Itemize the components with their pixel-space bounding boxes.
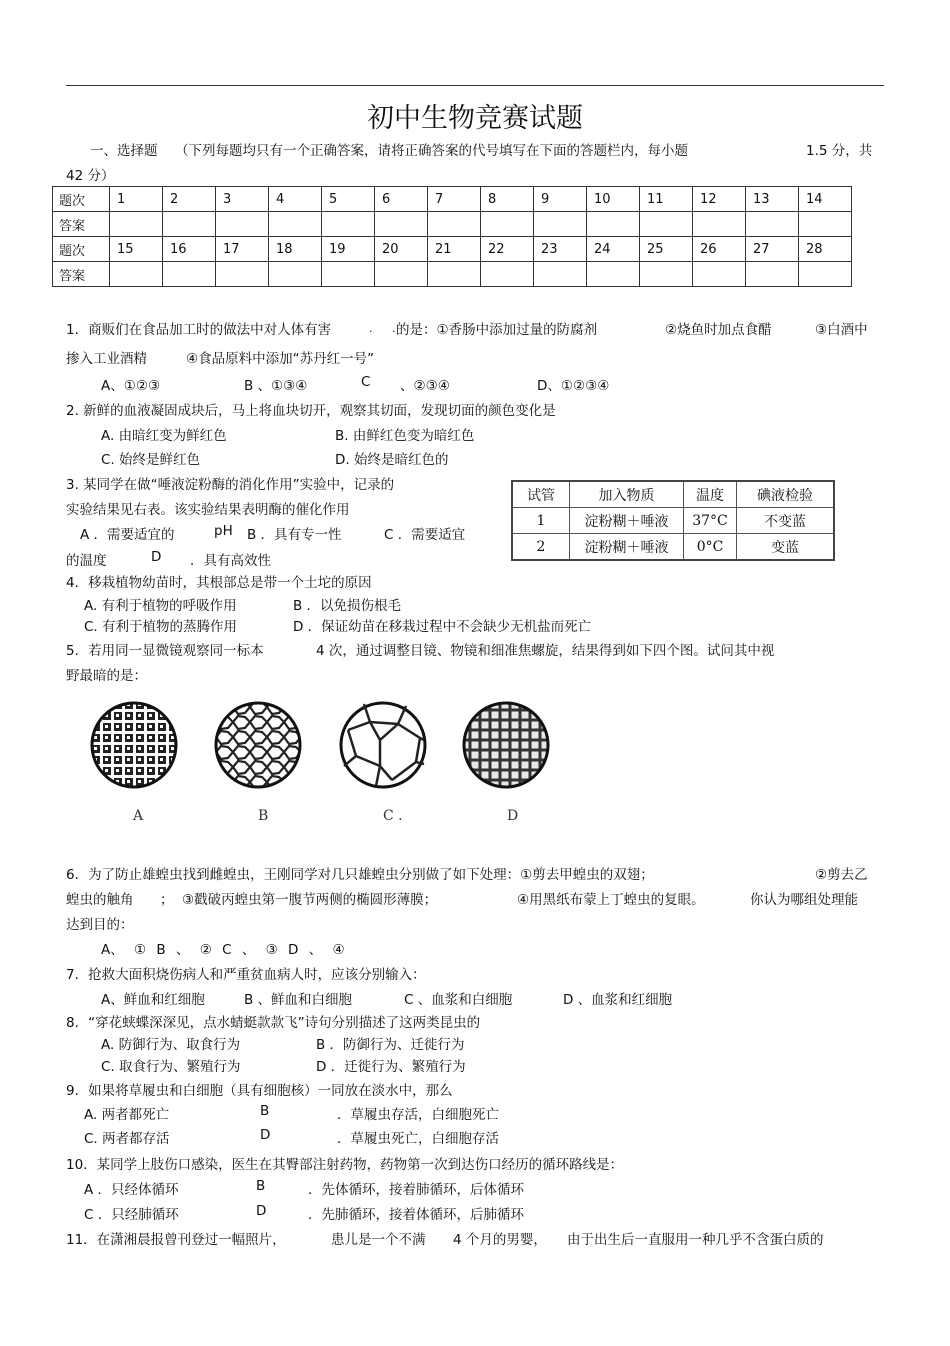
column-header: 碘液检验	[737, 481, 835, 508]
q1-item: ④食品原料中添加“苏丹红一号”	[186, 351, 375, 367]
q3-option-d: D	[151, 549, 162, 565]
q8-option-a: A. 防御行为、取食行为	[101, 1037, 241, 1053]
question-number: 9	[534, 187, 587, 212]
row-label: 题次	[53, 187, 110, 212]
q4-option-d: D ．保证幼苗在移栽过程中不会缺少无机盐而死亡	[293, 619, 592, 635]
q5-stem-cont: 4 次，通过调整目镜、物镜和细准焦螺旋，结果得到如下四个图。试问其中视	[316, 643, 775, 659]
q2-option-c: C. 始终是鲜红色	[101, 452, 201, 468]
answer-cell[interactable]	[587, 212, 640, 237]
answer-cell[interactable]	[587, 262, 640, 287]
section-heading: 一、选择题	[90, 143, 158, 159]
q9-option-b-text: ．草履虫存活，白细胞死亡	[337, 1107, 499, 1123]
question-number: 11	[640, 187, 693, 212]
answer-cell[interactable]	[640, 262, 693, 287]
q11-stem-part: 患儿是一个不满	[331, 1232, 426, 1248]
question-number: 14	[799, 187, 852, 212]
q9-option-d-text: ．草履虫死亡，白细胞存活	[337, 1131, 499, 1147]
table-cell: 淀粉糊＋唾液	[570, 534, 684, 561]
q10-option-d: D	[256, 1203, 267, 1219]
answer-cell[interactable]	[428, 212, 481, 237]
answer-cell[interactable]	[693, 212, 746, 237]
question-number: 24	[587, 237, 640, 262]
figure-caption-a: A	[133, 808, 144, 824]
q8-stem: 8．“穿花蛱蝶深深见，点水蜻蜓款款飞”诗句分别描述了这两类昆虫的	[66, 1015, 481, 1031]
answer-cell[interactable]	[375, 212, 428, 237]
question-number: 1	[110, 187, 163, 212]
table-cell: 1	[512, 508, 570, 534]
q4-option-b: B ．以免损伤根毛	[293, 598, 402, 614]
q6-options: A、 ① B 、 ② C 、 ③ D 、 ④	[101, 942, 345, 958]
question-number: 15	[110, 237, 163, 262]
q11-stem-part: 4 个月的男婴，	[453, 1232, 547, 1248]
q9-option-b: B	[260, 1103, 270, 1119]
answer-cell[interactable]	[216, 212, 269, 237]
answer-cell[interactable]	[693, 262, 746, 287]
table-cell: 0°C	[684, 534, 737, 561]
q9-option-a: A. 两者都死亡	[84, 1107, 170, 1123]
table-cell: 不变蓝	[737, 508, 835, 534]
question-number: 19	[322, 237, 375, 262]
q6-item: ②剪去乙	[815, 867, 868, 883]
answer-cell[interactable]	[481, 262, 534, 287]
top-rule	[66, 85, 884, 86]
column-header: 加入物质	[570, 481, 684, 508]
figure-caption-d: D	[507, 808, 519, 824]
question-number: 8	[481, 187, 534, 212]
question-number: 4	[269, 187, 322, 212]
q1-item: ②烧鱼时加点食醋	[665, 322, 772, 338]
q11-stem-part: 由于出生后一直服用一种几乎不含蛋白质的	[567, 1232, 824, 1248]
question-number: 17	[216, 237, 269, 262]
q1-option-a: A、①②③	[101, 378, 161, 394]
q8-option-c: C. 取食行为、繁殖行为	[101, 1059, 241, 1075]
q5-stem-line2: 野最暗的是：	[66, 668, 147, 684]
table-cell: 37°C	[684, 508, 737, 534]
question-number: 20	[375, 237, 428, 262]
column-header: 温度	[684, 481, 737, 508]
q2-stem: 2. 新鲜的血液凝固成块后，马上将血块切开，观察其切面，发现切面的颜色变化是	[66, 403, 556, 419]
answer-cell[interactable]	[110, 212, 163, 237]
q2-option-a: A. 由暗红变为鲜红色	[101, 428, 227, 444]
microscope-fields-figure	[80, 700, 550, 790]
question-number: 25	[640, 237, 693, 262]
q9-option-d: D	[260, 1127, 271, 1143]
q9-stem: 9．如果将草履虫和白细胞（具有细胞核）一同放在淡水中，那么	[66, 1083, 453, 1099]
answer-cell[interactable]	[481, 212, 534, 237]
q1-stem: 1．商贩们在食品加工时的做法中对人体有害	[66, 322, 332, 338]
question-number: 16	[163, 237, 216, 262]
q6-stem-line3: 达到目的：	[66, 917, 134, 933]
row-label: 答案	[53, 262, 110, 287]
section-score: 1.5 分，共	[806, 143, 873, 159]
q6-stem-line2: 蝗虫的触角	[66, 892, 134, 908]
question-number: 22	[481, 237, 534, 262]
q9-option-c: C. 两者都存活	[84, 1131, 170, 1147]
answer-table	[52, 186, 852, 287]
row-label: 题次	[53, 237, 110, 262]
question-number: 5	[322, 187, 375, 212]
q2-option-d: D. 始终是暗红色的	[335, 452, 449, 468]
figure-caption-c: C .	[383, 808, 403, 824]
answer-cell[interactable]	[216, 262, 269, 287]
column-header: 试管	[512, 481, 570, 508]
question-number: 7	[428, 187, 481, 212]
question-number: 18	[269, 237, 322, 262]
question-number: 27	[746, 237, 799, 262]
field-b-icon	[216, 703, 300, 787]
field-d-icon	[464, 703, 548, 787]
q3-option-a: A ．需要适宜的	[80, 527, 175, 543]
table-header-row	[512, 481, 834, 508]
q8-option-d: D ．迁徙行为、繁殖行为	[316, 1059, 466, 1075]
q6-item: ③戳破丙蝗虫第一腹节两侧的椭圆形薄膜；	[182, 892, 438, 908]
figure-caption-b: B	[258, 808, 269, 824]
answer-cell[interactable]	[534, 262, 587, 287]
q10-option-a: A ．只经体循环	[84, 1182, 179, 1198]
question-number: 23	[534, 237, 587, 262]
answer-cell[interactable]	[746, 262, 799, 287]
q11-stem: 11．在潇湘晨报曾刊登过一幅照片，	[66, 1232, 286, 1248]
answer-cell[interactable]	[799, 212, 852, 237]
q1-option-c-text: 、②③④	[400, 378, 450, 394]
answer-cell[interactable]	[534, 212, 587, 237]
table-cell: 变蓝	[737, 534, 835, 561]
q3-option-c-cont: 的温度	[66, 553, 107, 569]
answer-cell[interactable]	[322, 262, 375, 287]
q1-option-d: D、①②③④	[537, 378, 610, 394]
table-cell: 淀粉糊＋唾液	[570, 508, 684, 534]
section-instructions: （下列每题均只有一个正确答案，请将正确答案的代号填写在下面的答题栏内，每小题	[175, 143, 688, 159]
q4-option-c: C. 有利于植物的蒸腾作用	[84, 619, 238, 635]
question-number: 26	[693, 237, 746, 262]
q8-option-b: B ．防御行为、迁徙行为	[316, 1037, 465, 1053]
row-label: 答案	[53, 212, 110, 237]
question-number: 28	[799, 237, 852, 262]
page-title: 初中生物竞赛试题	[367, 103, 583, 134]
q6-item: ④用黑纸布蒙上丁蝗虫的复眼。	[517, 892, 705, 908]
answer-cell[interactable]	[163, 262, 216, 287]
answer-cell[interactable]	[640, 212, 693, 237]
q10-stem: 10．某同学上肢伤口感染，医生在其臀部注射药物，药物第一次到达伤口经历的循环路线是：	[66, 1157, 624, 1173]
q7-stem: 7．抢救大面积烧伤病人和严重贫血病人时，应该分别输入：	[66, 967, 426, 983]
question-number: 3	[216, 187, 269, 212]
table-row	[512, 534, 834, 561]
q6-separator: ；	[160, 892, 174, 908]
q4-stem: 4．移栽植物幼苗时，其根部总是带一个土坨的原因	[66, 575, 372, 591]
q2-option-b: B. 由鲜红色变为暗红色	[335, 428, 475, 444]
answer-cell[interactable]	[428, 262, 481, 287]
q10-option-c: C ．只经肺循环	[84, 1207, 179, 1223]
table-cell: 2	[512, 534, 570, 561]
question-number: 10	[587, 187, 640, 212]
q5-stem: 5．若用同一显微镜观察同一标本	[66, 643, 264, 659]
q3-option-d-text: ．具有高效性	[190, 553, 271, 569]
field-c-icon	[341, 703, 425, 787]
q10-option-b: B	[256, 1178, 266, 1194]
q1-item: ③白酒中	[815, 322, 868, 338]
emphasis-dots: . .	[369, 322, 404, 335]
question-number: 2	[163, 187, 216, 212]
field-a-icon	[92, 703, 176, 787]
answer-cell[interactable]	[799, 262, 852, 287]
q1-stem-cont: 的是：①香肠中添加过量的防腐剂	[396, 322, 598, 338]
experiment-table	[511, 480, 835, 561]
table-row	[53, 187, 852, 212]
q7-option-b: B 、鲜血和白细胞	[244, 992, 353, 1008]
q7-option-a: A、鲜血和红细胞	[101, 992, 205, 1008]
q3-stem: 3. 某同学在做“唾液淀粉酶的消化作用”实验中，记录的	[66, 477, 395, 493]
section-total: 42 分）	[66, 168, 115, 184]
q1-option-b: B 、①③④	[244, 378, 308, 394]
table-row	[512, 508, 834, 534]
q1-stem-line2: 掺入工业酒精	[66, 351, 147, 367]
table-row	[53, 237, 852, 262]
q4-option-a: A. 有利于植物的呼吸作用	[84, 598, 237, 614]
answer-cell[interactable]	[269, 262, 322, 287]
q6-stem: 6．为了防止雄蝗虫找到雌蝗虫，王刚同学对几只雄蝗虫分别做了如下处理：①剪去甲蝗虫的双翅；	[66, 867, 654, 883]
answer-cell[interactable]	[375, 262, 428, 287]
q10-option-b-text: ．先体循环，接着肺循环，后体循环	[308, 1182, 524, 1198]
q3-option-a-ph: pH	[214, 523, 233, 539]
answer-cell[interactable]	[110, 262, 163, 287]
q1-option-c: C	[361, 374, 371, 390]
q7-option-d: D 、血浆和红细胞	[563, 992, 673, 1008]
answer-cell[interactable]	[746, 212, 799, 237]
answer-cell[interactable]	[322, 212, 375, 237]
q3-option-b: B ．具有专一性	[247, 527, 342, 543]
question-number: 13	[746, 187, 799, 212]
table-row	[53, 262, 852, 287]
table-row	[53, 212, 852, 237]
question-number: 21	[428, 237, 481, 262]
q3-stem-line2: 实验结果见右表。该实验结果表明酶的催化作用	[66, 502, 350, 518]
answer-cell[interactable]	[269, 212, 322, 237]
q3-option-c: C ．需要适宜	[384, 527, 466, 543]
q7-option-c: C 、血浆和白细胞	[404, 992, 513, 1008]
q6-question: 你认为哪组处理能	[750, 892, 858, 908]
answer-cell[interactable]	[163, 212, 216, 237]
question-number: 12	[693, 187, 746, 212]
q10-option-d-text: ．先肺循环，接着体循环，后肺循环	[308, 1207, 524, 1223]
question-number: 6	[375, 187, 428, 212]
